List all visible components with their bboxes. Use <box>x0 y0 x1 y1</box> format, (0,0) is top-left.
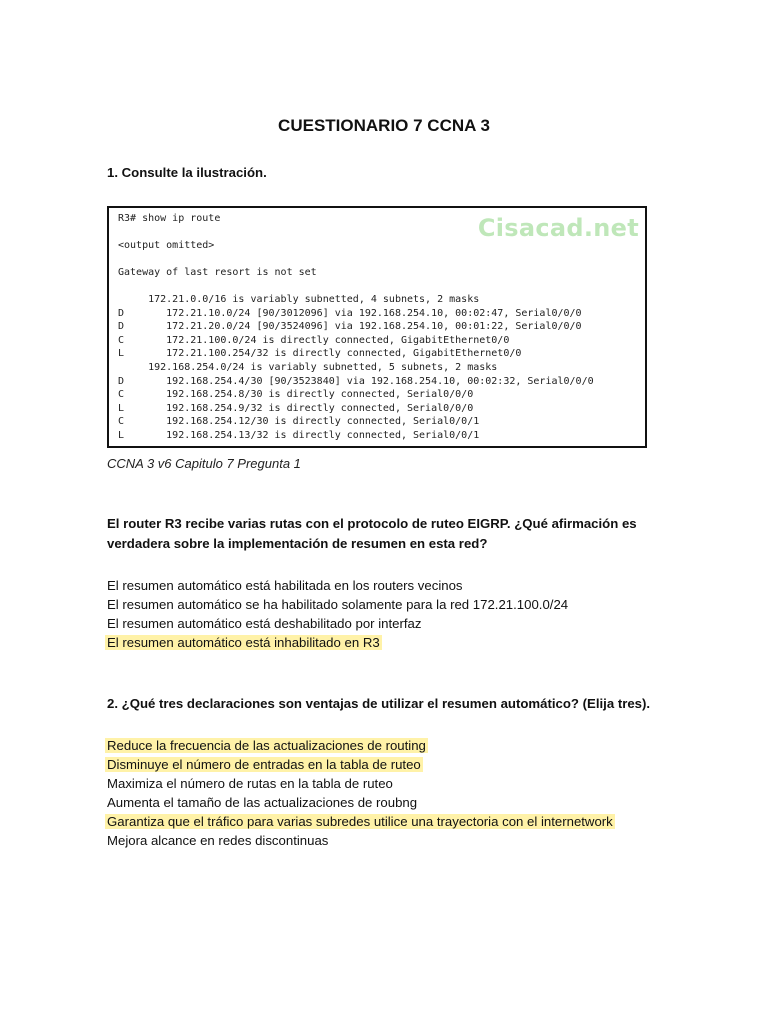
terminal-line: C 192.168.254.12/30 is directly connected, Serial0/0/1 <box>118 416 480 427</box>
question-2-heading: 2. ¿Qué tres declaraciones son ventajas de utilizar el resumen automático? (Elija tres). <box>107 696 651 711</box>
watermark-logo: Cisacad.net <box>477 214 639 242</box>
q1-answer-2: El resumen automático se ha habilitado solamente para la red 172.21.100.0/24 <box>107 597 569 612</box>
terminal-line: Gateway of last resort is not set <box>118 267 317 278</box>
router-output-figure <box>107 206 647 448</box>
terminal-line: L 172.21.100.254/32 is directly connected, GigabitEthernet0/0 <box>118 348 522 359</box>
q1-answer-1: El resumen automático está habilitada en los routers vecinos <box>107 578 463 593</box>
q2-answer-6: Mejora alcance en redes discontinuas <box>107 833 329 848</box>
terminal-line: C 192.168.254.8/30 is directly connected, Serial0/0/0 <box>118 389 474 400</box>
terminal-line: D 172.21.20.0/24 [90/3524096] via 192.168.254.10, 00:01:22, Serial0/0/0 <box>118 321 582 332</box>
q1-answer-3: El resumen automático está deshabilitado por interfaz <box>107 616 422 631</box>
terminal-line: 172.21.0.0/16 is variably subnetted, 4 subnets, 2 masks <box>118 294 480 305</box>
q2-answer-2-correct: Disminuye el número de entradas en la tabla de ruteo <box>107 757 421 772</box>
terminal-line: D 172.21.10.0/24 [90/3012096] via 192.168.254.10, 00:02:47, Serial0/0/0 <box>118 308 582 319</box>
terminal-line: R3# show ip route <box>118 213 221 224</box>
page-title: CUESTIONARIO 7 CCNA 3 <box>278 116 490 135</box>
figure-caption: CCNA 3 v6 Capitulo 7 Pregunta 1 <box>107 456 301 471</box>
q2-answer-5-correct: Garantiza que el tráfico para varias subredes utilice una trayectoria con el internetwork <box>107 814 613 829</box>
question-1-text-line1: El router R3 recibe varias rutas con el protocolo de ruteo EIGRP. ¿Qué afirmación es <box>107 516 637 531</box>
q2-answer-4: Aumenta el tamaño de las actualizaciones de roubng <box>107 795 418 810</box>
terminal-line: L 192.168.254.13/32 is directly connected, Serial0/0/1 <box>118 430 480 441</box>
question-1-text-line2: verdadera sobre la implementación de resumen en esta red? <box>107 536 488 551</box>
q1-answer-4-correct: El resumen automático está inhabilitado en R3 <box>107 635 380 650</box>
terminal-line: C 172.21.100.0/24 is directly connected, GigabitEthernet0/0 <box>118 335 510 346</box>
terminal-line: 192.168.254.0/24 is variably subnetted, 5 subnets, 2 masks <box>118 362 498 373</box>
terminal-line: D 192.168.254.4/30 [90/3523840] via 192.168.254.10, 00:02:32, Serial0/0/0 <box>118 376 594 387</box>
terminal-line: L 192.168.254.9/32 is directly connected, Serial0/0/0 <box>118 403 474 414</box>
q2-answer-1-correct: Reduce la frecuencia de las actualizaciones de routing <box>107 738 426 753</box>
question-1-heading: 1. Consulte la ilustración. <box>107 165 267 180</box>
q2-answer-3: Maximiza el número de rutas en la tabla de ruteo <box>107 776 393 791</box>
terminal-line: <output omitted> <box>118 240 215 251</box>
